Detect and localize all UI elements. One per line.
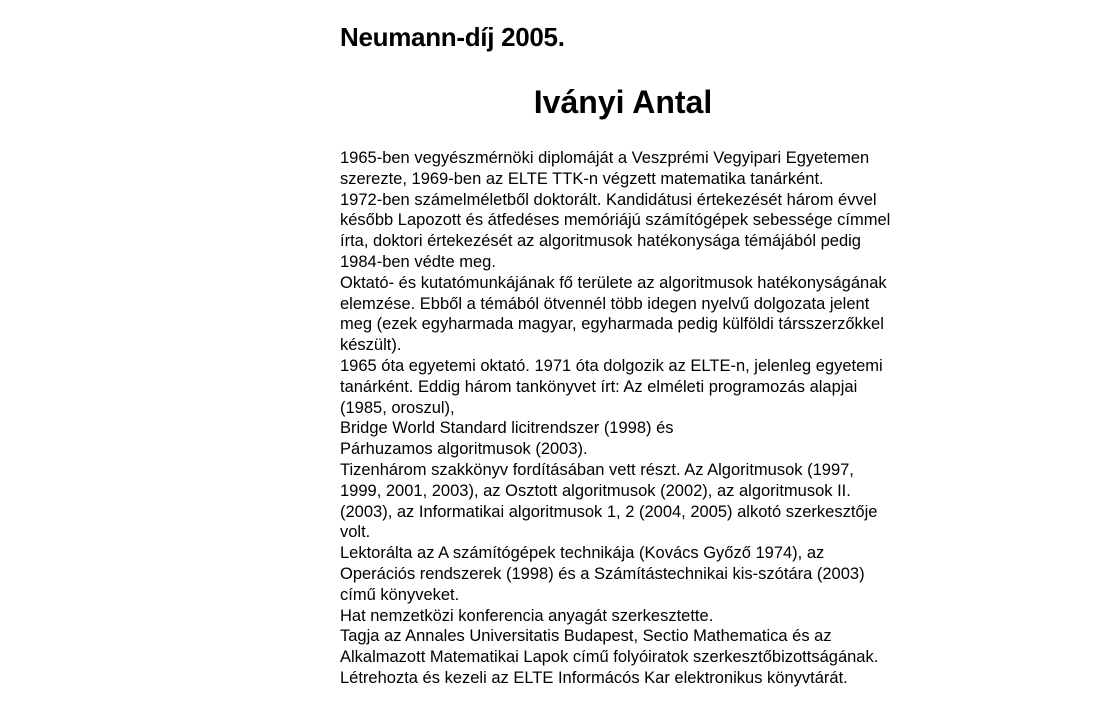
bio-line: Lektorálta az A számítógépek technikája (Kovács Győző 1974), az (340, 544, 825, 563)
bio-line: 1984-ben védte meg. (340, 252, 496, 271)
bio-line: 1965 óta egyetemi oktató. 1971 óta dolgozik az ELTE-n, jelenleg egyetemi (340, 356, 883, 375)
bio-line: Párhuzamos algoritmusok (2003). (340, 440, 588, 459)
bio-line: (1985, oroszul), (340, 398, 455, 417)
bio-line: elemzése. Ebből a témából ötvennél több idegen nyelvű dolgozata jelent (340, 294, 870, 313)
bio-line: volt. (340, 523, 371, 542)
person-name: Iványi Antal (533, 84, 713, 120)
bio-line: Tagja az Annales Universitatis Budapest, Sectio Mathematica és az (340, 627, 832, 646)
bio-line: szerezte, 1969-ben az ELTE TTK-n végzett matematika tanárként. (340, 169, 824, 188)
biography-text (340, 148, 940, 689)
bio-line: írta, doktori értekezését az algoritmusok hatékonysága témájából pedig (340, 232, 861, 251)
bio-line: Létrehozta és kezeli az ELTE Informácós Kar elektronikus könyvtárát. (340, 668, 848, 687)
bio-line: tanárként. Eddig három tankönyvet írt: Az elméleti programozás alapjai (340, 377, 858, 396)
bio-line: Bridge World Standard licitrendszer (1998) és (340, 419, 674, 438)
bio-line: 1972-ben számelméletből doktorált. Kandidátusi értekezését három évvel (340, 190, 877, 209)
bio-line: Operációs rendszerek (1998) és a Számítástechnikai kis-szótára (2003) (340, 564, 865, 583)
bio-line: 1965-ben vegyészmérnöki diplomáját a Veszprémi Vegyipari Egyetemen (340, 149, 870, 167)
award-title: Neumann-díj 2005. (340, 22, 565, 52)
bio-line: Tizenhárom szakkönyv fordításában vett részt. Az Algoritmusok (1997, (340, 460, 854, 479)
bio-line: később Lapozott és átfedéses memóriájú számítógépek sebessége címmel (340, 211, 891, 230)
bio-line: című könyveket. (340, 585, 460, 604)
bio-line: készült). (340, 336, 402, 355)
bio-line: Alkalmazott Matematikai Lapok című folyóiratok szerkesztőbizottságának. (340, 648, 879, 667)
bio-line: 1999, 2001, 2003), az Osztott algoritmusok (2002), az algoritmusok II. (340, 481, 851, 500)
bio-line: (2003), az Informatikai algoritmusok 1, 2 (2004, 2005) alkotó szerkesztője (340, 502, 878, 521)
bio-line: Hat nemzetközi konferencia anyagát szerkesztette. (340, 606, 714, 625)
bio-line: meg (ezek egyharmada magyar, egyharmada pedig külföldi társszerzőkkel (340, 315, 884, 334)
bio-line: Oktató- és kutatómunkájának fő területe az algoritmusok hatékonyságának (340, 273, 887, 292)
